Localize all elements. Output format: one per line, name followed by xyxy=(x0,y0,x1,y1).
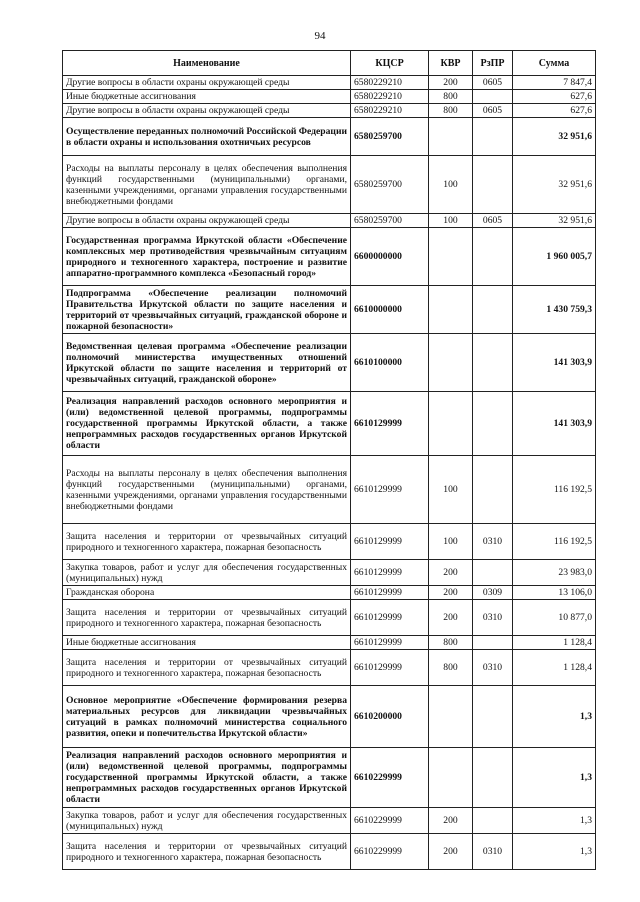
row-rzpr xyxy=(473,90,513,104)
row-name: Защита населения и территории от чрезвычайных ситуаций природного и техногенного характера, пожарная безопасность xyxy=(63,600,351,636)
row-kcsr: 6580259700 xyxy=(351,118,429,156)
row-sum: 116 192,5 xyxy=(513,456,596,524)
row-rzpr xyxy=(473,286,513,334)
table-row xyxy=(63,834,596,870)
row-rzpr: 0310 xyxy=(473,524,513,560)
row-kvr: 800 xyxy=(429,636,473,650)
row-kvr xyxy=(429,286,473,334)
table-row xyxy=(63,650,596,686)
row-name: Гражданская оборона xyxy=(63,586,351,600)
row-name: Реализация направлений расходов основного мероприятия и (или) ведомственной целевой программы, подпрограммы государственной программы Иркутской области, а также непрограммных расходов государственных органов Иркутской области xyxy=(63,748,351,808)
row-kcsr: 6580229210 xyxy=(351,76,429,90)
row-kcsr: 6610129999 xyxy=(351,636,429,650)
table-row xyxy=(63,636,596,650)
row-sum: 32 951,6 xyxy=(513,156,596,214)
row-kvr: 200 xyxy=(429,586,473,600)
row-sum: 1 430 759,3 xyxy=(513,286,596,334)
table-row xyxy=(63,214,596,228)
row-kvr xyxy=(429,748,473,808)
row-name: Иные бюджетные ассигнования xyxy=(63,636,351,650)
row-kcsr: 6610129999 xyxy=(351,524,429,560)
row-kcsr: 6610129999 xyxy=(351,456,429,524)
row-kvr: 800 xyxy=(429,90,473,104)
row-kcsr: 6580229210 xyxy=(351,90,429,104)
table-row xyxy=(63,392,596,456)
row-sum: 141 303,9 xyxy=(513,392,596,456)
row-rzpr xyxy=(473,808,513,834)
row-name: Государственная программа Иркутской области «Обеспечение комплексных мер противодействия чрезвычайным ситуациям природного и техногенного характера, построение и развитие аппаратно-программного комплекса «Безопасный город» xyxy=(63,228,351,286)
row-sum: 627,6 xyxy=(513,90,596,104)
row-kvr xyxy=(429,228,473,286)
table-row xyxy=(63,456,596,524)
row-sum: 32 951,6 xyxy=(513,214,596,228)
header-name: Наименование xyxy=(63,51,351,76)
row-rzpr xyxy=(473,748,513,808)
header-row xyxy=(63,51,596,76)
row-kvr: 200 xyxy=(429,560,473,586)
row-rzpr xyxy=(473,686,513,748)
row-rzpr: 0310 xyxy=(473,650,513,686)
row-rzpr xyxy=(473,456,513,524)
row-sum: 1,3 xyxy=(513,808,596,834)
row-kvr: 200 xyxy=(429,76,473,90)
header-sum: Сумма xyxy=(513,51,596,76)
table-row xyxy=(63,156,596,214)
row-sum: 1 128,4 xyxy=(513,650,596,686)
row-name: Иные бюджетные ассигнования xyxy=(63,90,351,104)
row-kcsr: 6580259700 xyxy=(351,156,429,214)
table-row xyxy=(63,228,596,286)
table-row xyxy=(63,560,596,586)
row-sum: 1,3 xyxy=(513,834,596,870)
row-sum: 1,3 xyxy=(513,748,596,808)
row-name: Защита населения и территории от чрезвычайных ситуаций природного и техногенного характера, пожарная безопасность xyxy=(63,834,351,870)
header-kvr: КВР xyxy=(429,51,473,76)
page-number: 94 xyxy=(314,30,326,42)
row-sum: 627,6 xyxy=(513,104,596,118)
row-kcsr: 6610100000 xyxy=(351,334,429,392)
row-kcsr: 6600000000 xyxy=(351,228,429,286)
row-kcsr: 6610000000 xyxy=(351,286,429,334)
row-name: Другие вопросы в области охраны окружающей среды xyxy=(63,76,351,90)
row-name: Подпрограмма «Обеспечение реализации полномочий Правительства Иркутской области по защите населения и территорий от чрезвычайных ситуаций, гражданской обороне и пожарной безопасности» xyxy=(63,286,351,334)
row-kvr xyxy=(429,686,473,748)
row-kcsr: 6610129999 xyxy=(351,392,429,456)
row-sum: 23 983,0 xyxy=(513,560,596,586)
header-kcsr: КЦСР xyxy=(351,51,429,76)
row-name: Другие вопросы в области охраны окружающей среды xyxy=(63,104,351,118)
row-name: Закупка товаров, работ и услуг для обеспечения государственных (муниципальных) нужд xyxy=(63,808,351,834)
row-sum: 7 847,4 xyxy=(513,76,596,90)
row-name: Осуществление переданных полномочий Российской Федерации в области охраны и использования охотничьих ресурсов xyxy=(63,118,351,156)
row-kcsr: 6610229999 xyxy=(351,808,429,834)
table-row xyxy=(63,600,596,636)
row-sum: 1 128,4 xyxy=(513,636,596,650)
row-name: Реализация направлений расходов основного мероприятия и (или) ведомственной целевой программы, подпрограммы государственной программы Иркутской области, а также непрограммных расходов государственных органов Иркутской области xyxy=(63,392,351,456)
row-kvr xyxy=(429,392,473,456)
row-kcsr: 6610129999 xyxy=(351,560,429,586)
row-kvr: 800 xyxy=(429,104,473,118)
table-row xyxy=(63,524,596,560)
row-kvr: 800 xyxy=(429,650,473,686)
table-row xyxy=(63,104,596,118)
row-kcsr: 6610229999 xyxy=(351,748,429,808)
row-kcsr: 6610129999 xyxy=(351,650,429,686)
row-name: Защита населения и территории от чрезвычайных ситуаций природного и техногенного характера, пожарная безопасность xyxy=(63,524,351,560)
table-row xyxy=(63,334,596,392)
row-rzpr: 0310 xyxy=(473,834,513,870)
row-rzpr xyxy=(473,156,513,214)
row-kvr: 100 xyxy=(429,456,473,524)
row-sum: 1,3 xyxy=(513,686,596,748)
row-name: Другие вопросы в области охраны окружающей среды xyxy=(63,214,351,228)
row-kcsr: 6580229210 xyxy=(351,104,429,118)
row-rzpr xyxy=(473,228,513,286)
row-sum: 116 192,5 xyxy=(513,524,596,560)
row-name: Защита населения и территории от чрезвычайных ситуаций природного и техногенного характера, пожарная безопасность xyxy=(63,650,351,686)
row-sum: 13 106,0 xyxy=(513,586,596,600)
row-rzpr xyxy=(473,392,513,456)
row-kvr: 100 xyxy=(429,156,473,214)
row-name: Закупка товаров, работ и услуг для обеспечения государственных (муниципальных) нужд xyxy=(63,560,351,586)
row-kcsr: 6610229999 xyxy=(351,834,429,870)
row-rzpr: 0310 xyxy=(473,600,513,636)
row-kcsr: 6610129999 xyxy=(351,600,429,636)
row-kvr: 100 xyxy=(429,214,473,228)
row-kvr: 100 xyxy=(429,524,473,560)
row-name: Ведомственная целевая программа «Обеспечение реализации полномочий министерства имущественных отношений Иркутской области по защите населения и территорий от чрезвычайных ситуаций, гражданской обороне» xyxy=(63,334,351,392)
row-sum: 10 877,0 xyxy=(513,600,596,636)
row-kvr: 200 xyxy=(429,834,473,870)
row-kcsr: 6610129999 xyxy=(351,586,429,600)
table-row xyxy=(63,286,596,334)
row-name: Расходы на выплаты персоналу в целях обеспечения выполнения функций государственными (муниципальными) органами, казенными учреждениями, органами управления государственными внебюджетными фондами xyxy=(63,156,351,214)
table-row xyxy=(63,748,596,808)
table-row xyxy=(63,686,596,748)
row-rzpr: 0605 xyxy=(473,104,513,118)
row-rzpr: 0605 xyxy=(473,214,513,228)
table-row xyxy=(63,586,596,600)
row-kvr xyxy=(429,334,473,392)
budget-table xyxy=(62,50,596,870)
row-kcsr: 6580259700 xyxy=(351,214,429,228)
row-rzpr xyxy=(473,118,513,156)
row-kvr: 200 xyxy=(429,600,473,636)
table-row xyxy=(63,808,596,834)
row-rzpr xyxy=(473,334,513,392)
row-rzpr xyxy=(473,560,513,586)
row-kvr xyxy=(429,118,473,156)
row-sum: 141 303,9 xyxy=(513,334,596,392)
row-sum: 32 951,6 xyxy=(513,118,596,156)
row-kvr: 200 xyxy=(429,808,473,834)
row-rzpr: 0309 xyxy=(473,586,513,600)
table-row xyxy=(63,90,596,104)
row-kcsr: 6610200000 xyxy=(351,686,429,748)
table-row xyxy=(63,118,596,156)
row-rzpr xyxy=(473,636,513,650)
header-rzpr: РзПР xyxy=(473,51,513,76)
row-sum: 1 960 005,7 xyxy=(513,228,596,286)
row-rzpr: 0605 xyxy=(473,76,513,90)
row-name: Основное мероприятие «Обеспечение формирования резерва материальных ресурсов для ликвидации чрезвычайных ситуаций в рамках полномочий министерства социального развития, опеки и попечительства Иркутской области» xyxy=(63,686,351,748)
table-row xyxy=(63,76,596,90)
row-name: Расходы на выплаты персоналу в целях обеспечения выполнения функций государственными (муниципальными) органами, казенными учреждениями, органами управления государственными внебюджетными фондами xyxy=(63,456,351,524)
